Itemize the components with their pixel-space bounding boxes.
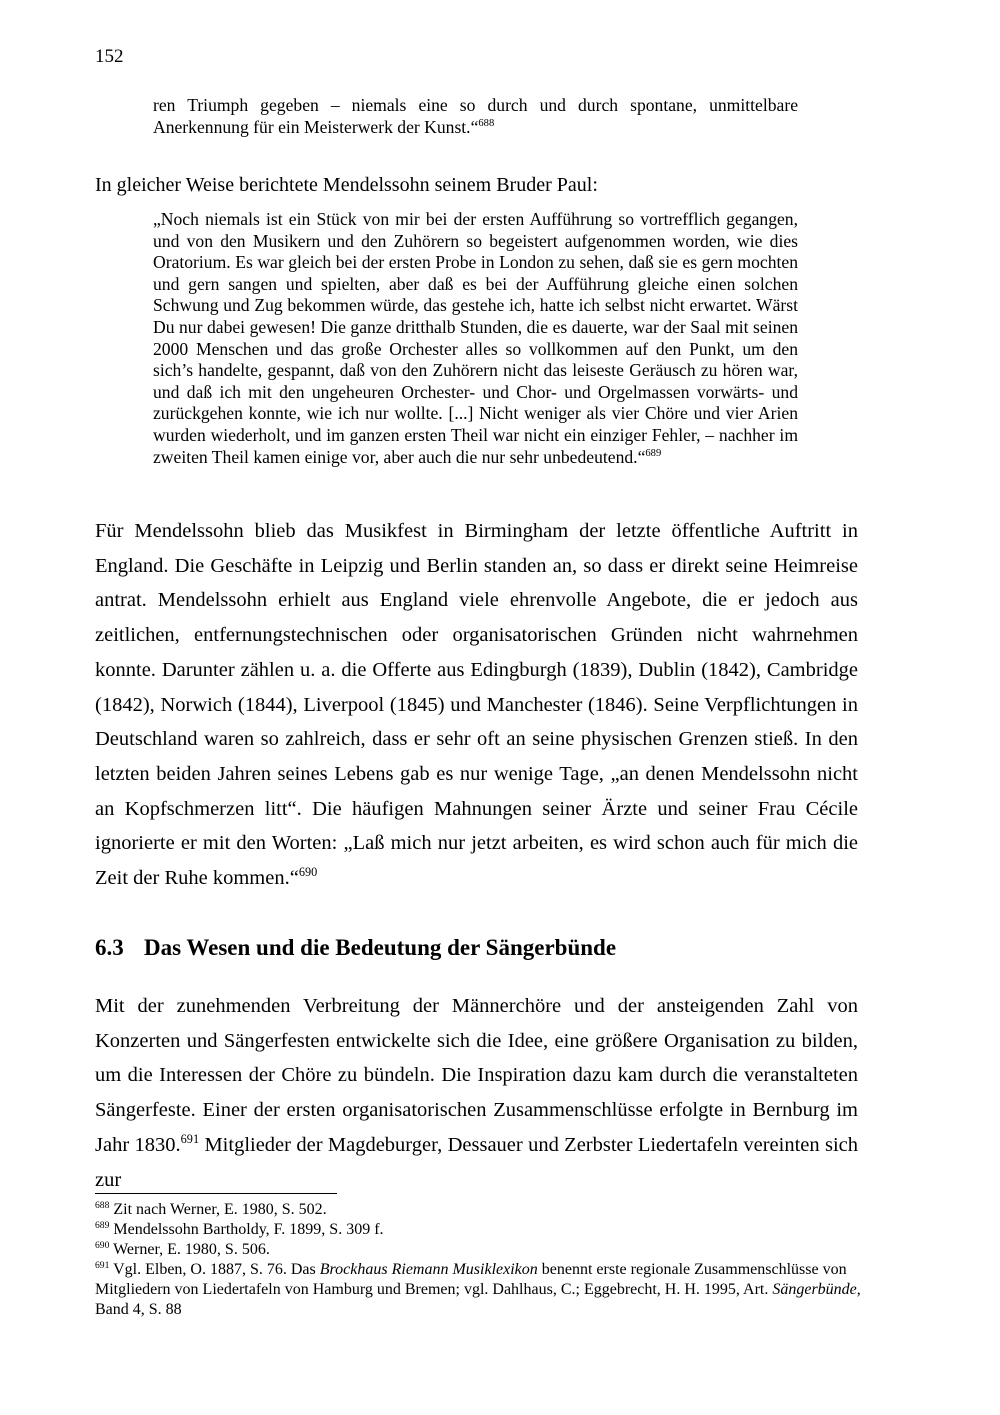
footnote-text: Mendelssohn Bartholdy, F. 1899, S. 309 f. — [109, 1221, 384, 1238]
paragraph-text: Für Mendelssohn blieb das Musikfest in Birmingham der letzte öffentliche Auftritt in England. Die Geschäfte in Leipzig und Berlin standen an, so dass er direkt seine Heimreise antrat. Mendelssohn erhielt aus England viele ehrenvolle Angebote, die er jedoch aus zeitlichen, entfernungstechnischen oder organisatorischen Gründen nicht wahrnehmen konnte. Darunter zählen u. a. die Offerte aus Edingburgh (1839), Dublin (1842), Cambridge (1842), Norwich (1844), Liverpool (1845) und Manchester (1846). Seine Verpflichtungen in Deutschland waren so zahlreich, dass er sehr oft an seine physischen Grenzen stieß. In den letzten beiden Jahren seines Lebens gab es nur wenige Tage, „an denen Mendelssohn nicht an Kopfschmerzen litt“. Die häufigen Mahnungen seiner Ärzte und seiner Frau Cécile ignorierte er mit den Worten: „Laß mich nur jetzt arbeiten, es wird schon auch für mich die Zeit der Ruhe kommen.“ — [95, 520, 858, 890]
footnote-text: Werner, E. 1980, S. 506. — [109, 1241, 270, 1258]
paragraph-text: Mit der zunehmenden Verbreitung der Männerchöre und der ansteigenden Zahl von Konzerten und Sängerfesten entwickelte sich die Idee, eine größere Organisation zu bilden, um die Interessen der Chöre zu bündeln. Die Inspiration dazu kam durch die veranstalteten Sängerfeste. Einer der ersten organisatorischen Zusammenschlüsse erfolgte in Bernburg im Jahr 1830. — [95, 995, 858, 1156]
footnote-title-italic: Brockhaus Riemann Musiklexikon — [319, 1261, 538, 1278]
footnote-ref-690[interactable]: 690 — [298, 865, 318, 880]
body-paragraph — [95, 514, 858, 896]
section-title: Das Wesen und die Bedeutung der Sängerbünde — [144, 935, 617, 960]
footnote-title-italic: Sängerbünde — [772, 1281, 857, 1298]
footnote-ref-691[interactable]: 691 — [180, 1131, 200, 1146]
page-number: 152 — [95, 46, 124, 67]
footnote — [95, 1260, 865, 1320]
footnote-number: 691 — [95, 1259, 110, 1271]
footnote — [95, 1200, 865, 1220]
footnote-ref-688[interactable]: 688 — [478, 117, 495, 129]
body-paragraph — [95, 989, 858, 1197]
section-number: 6.3 — [95, 935, 124, 960]
footnote-separator — [95, 1193, 337, 1194]
quote-text: „Noch niemals ist ein Stück von mir bei der ersten Aufführung so vortrefflich gegangen, und von den Musikern und den Zuhörern so begeistert aufgenommen worden, wie dies Oratorium. Es war gleich bei der ersten Probe in London zu sehen, daß sie es gern mochten und gern sangen und spielten, aber daß es bei der Aufführung gleiche einen solchen Schwung und Zug bekommen würde, das gestehe ich, hatte ich selbst nicht erwartet. Wärst Du nur dabei gewesen! Die ganze dritthalb Stunden, die es dauerte, war der Saal mit seinen 2000 Menschen und das große Orchester alles so vollkommen auf den Punkt, um den sich’s handelte, gespannt, daß von den Zuhörern nicht das leiseste Geräusch zu hören war, und daß ich mit den ungeheuren Orchester- und Chor- und Orgelmassen vorwärts- und zurückgehen konnte, wie ich nur wollte. [...] Nicht weniger als vier Chöre und vier Arien wurden wiederholt, und im ganzen ersten Theil war nicht ein einziger Fehler, – nachher im zweiten Theil kamen einige vor, aber auch die nur sehr unbedeutend.“ — [153, 209, 798, 467]
intro-line: In gleicher Weise berichtete Mendelssohn seinem Bruder Paul: — [95, 174, 598, 196]
footnotes — [95, 1200, 865, 1320]
block-quote-continuation — [153, 95, 798, 138]
footnote-text: Zit nach Werner, E. 1980, S. 502. — [109, 1201, 327, 1218]
quote-text: ren Triumph gegeben – niemals eine so durch und durch spontane, unmittelbare Anerkennung für ein Meisterwerk der Kunst.“ — [153, 95, 798, 137]
footnote — [95, 1220, 865, 1240]
footnote-text: benennt erste regionale Zusammenschlüsse von Mitgliedern von Liedertafeln von Hamburg und Bremen; vgl. Dahlhaus, C.; Eggebrecht, H. H. 1995, Art. — [95, 1261, 847, 1298]
footnote-number: 688 — [95, 1199, 110, 1211]
section-heading — [95, 932, 855, 964]
block-quote — [153, 209, 798, 468]
footnote-number: 689 — [95, 1219, 110, 1231]
footnote-number: 690 — [95, 1239, 110, 1251]
footnote-text: Vgl. Elben, O. 1887, S. 76. Das — [109, 1261, 320, 1278]
footnote-ref-689[interactable]: 689 — [645, 447, 662, 459]
footnote-text: , Band 4, S. 88 — [95, 1281, 861, 1318]
footnote — [95, 1240, 865, 1260]
paragraph-text: Mitglieder der Magdeburger, Dessauer und Zerbster Liedertafeln vereinten sich zur — [95, 1133, 858, 1191]
